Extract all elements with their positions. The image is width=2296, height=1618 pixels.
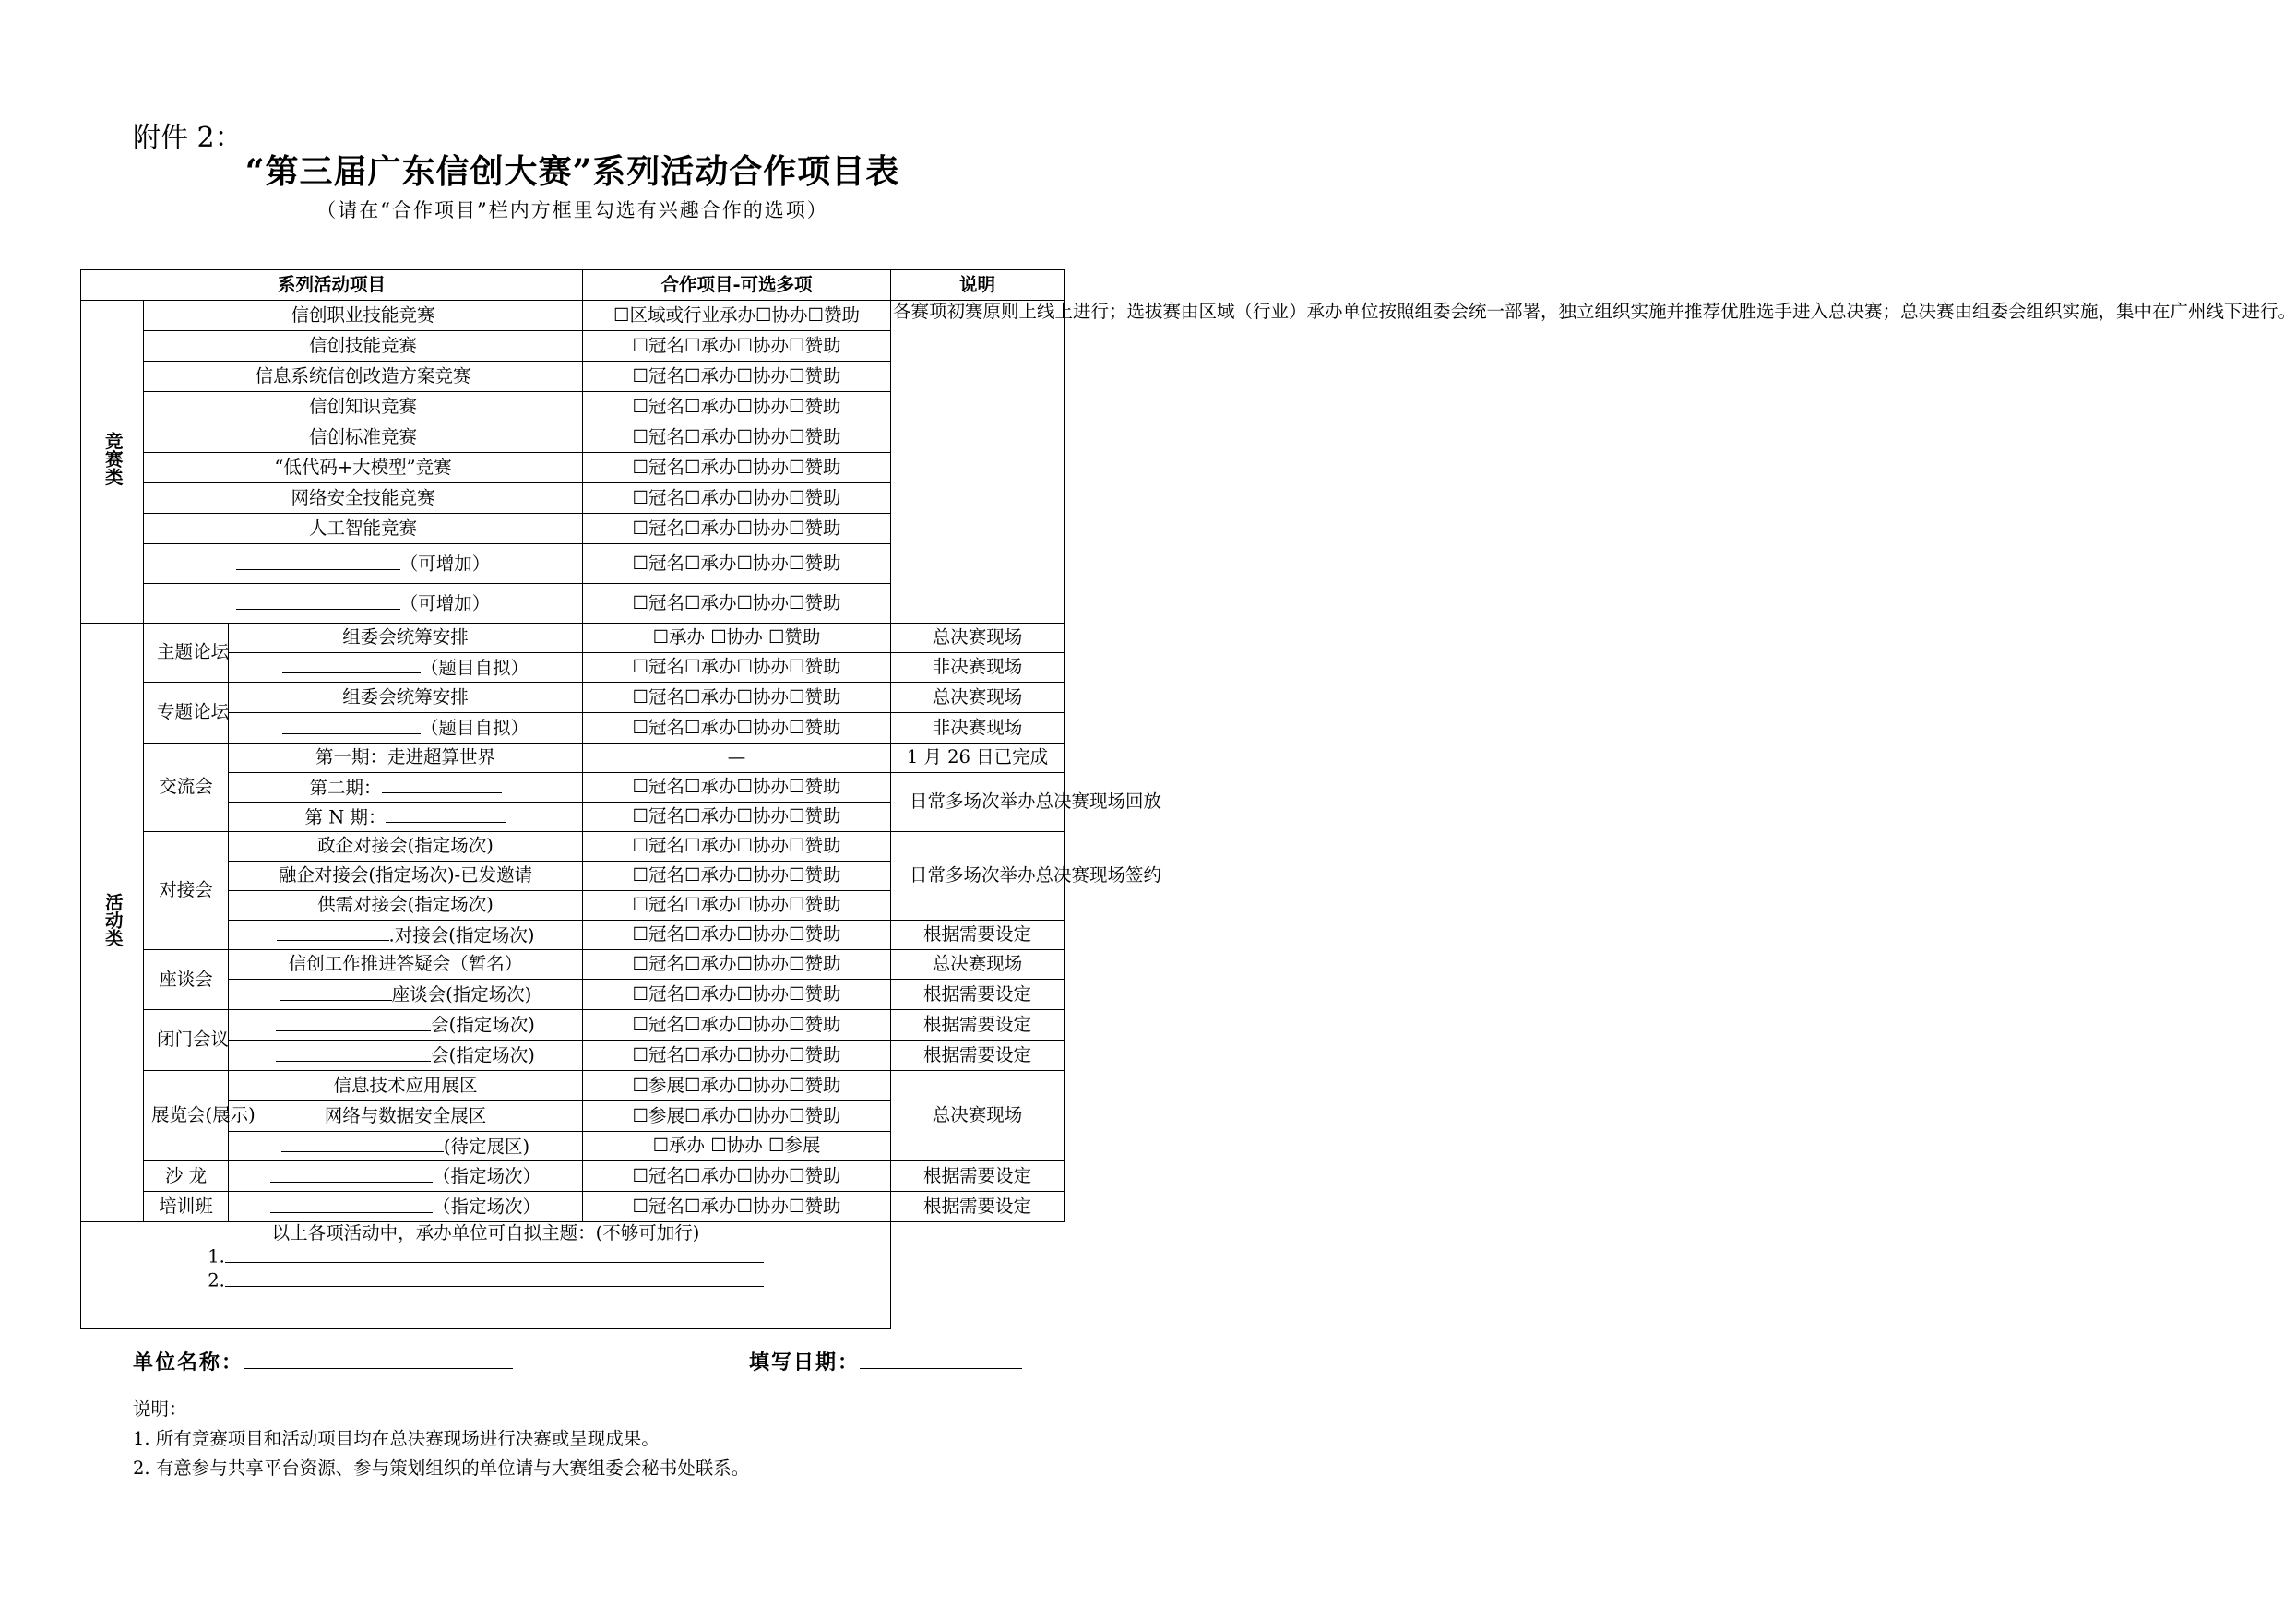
fill-blank[interactable] [236, 591, 400, 610]
exchange-row-coop: — [583, 744, 891, 773]
group-expo: 展览会(展示) [144, 1071, 229, 1161]
competition-row-label: 人工智能竞赛 [144, 514, 583, 544]
category-competition: 竞赛类 [81, 301, 144, 624]
header-note: 说明 [891, 270, 1065, 301]
special-forum-row-note: 总决赛现场 [891, 683, 1065, 713]
matchmaking-note: 日常多场次举办总决赛现场签约 [891, 832, 1065, 921]
competition-row-coop[interactable]: ☐冠名☐承办☐协办☐赞助 [583, 392, 891, 422]
fill-blank[interactable] [382, 776, 502, 794]
competition-row-label: 信创职业技能竞赛 [144, 301, 583, 331]
competition-row-coop[interactable]: ☐冠名☐承办☐协办☐赞助 [583, 331, 891, 362]
salon-row-label: （指定场次） [229, 1161, 583, 1192]
competition-row-coop[interactable]: ☐冠名☐承办☐协办☐赞助 [583, 544, 891, 584]
fill-blank[interactable] [270, 1164, 433, 1183]
fill-date-label: 填写日期： [749, 1350, 861, 1375]
expo-row-label: 信息技术应用展区 [229, 1071, 583, 1101]
competition-row-label: 信创标准竞赛 [144, 422, 583, 453]
matchmaking-row-label: 融企对接会(指定场次)-已发邀请 [229, 862, 583, 891]
fill-date-field [749, 1347, 1022, 1375]
notes-heading: 说明： [133, 1398, 187, 1420]
matchmaking-row-label: .对接会(指定场次) [229, 921, 583, 950]
main-forum-row-note: 非决赛现场 [891, 653, 1065, 683]
group-training: 培训班 [144, 1192, 229, 1222]
competition-row-coop[interactable]: ☐冠名☐承办☐协办☐赞助 [583, 584, 891, 624]
exchange-row-label: 第一期：走进超算世界 [229, 744, 583, 773]
matchmaking-row-coop[interactable]: ☐冠名☐承办☐协办☐赞助 [583, 832, 891, 862]
competition-row-label: （可增加） [144, 584, 583, 624]
competition-row-label: 信创技能竞赛 [144, 331, 583, 362]
note-item: 1. 所有竞赛项目和活动项目均在总决赛现场进行决赛或呈现成果。 [133, 1428, 660, 1449]
competition-row-label: “低代码+大模型”竞赛 [144, 453, 583, 483]
group-main-forum: 主题论坛 [144, 624, 229, 683]
matchmaking-row-note: 根据需要设定 [891, 921, 1065, 950]
note-item: 2. 有意参与共享平台资源、参与策划组织的单位请与大赛组委会秘书处联系。 [133, 1457, 750, 1479]
closed-row-label: 会(指定场次) [229, 1010, 583, 1041]
competition-row-coop[interactable]: ☐冠名☐承办☐协办☐赞助 [583, 422, 891, 453]
special-forum-row-coop[interactable]: ☐冠名☐承办☐协办☐赞助 [583, 683, 891, 713]
group-closed-meeting: 闭门会议 [144, 1010, 229, 1071]
expo-note: 总决赛现场 [891, 1071, 1065, 1161]
expo-row-label: (待定展区) [229, 1132, 583, 1161]
seminar-row-coop[interactable]: ☐冠名☐承办☐协办☐赞助 [583, 980, 891, 1010]
special-forum-row-label: 组委会统筹安排 [229, 683, 583, 713]
notes-section [133, 1395, 749, 1483]
expo-row-coop[interactable]: ☐参展☐承办☐协办☐赞助 [583, 1071, 891, 1101]
main-forum-row-label: 组委会统筹安排 [229, 624, 583, 653]
matchmaking-row-label: 供需对接会(指定场次) [229, 891, 583, 921]
seminar-row-note: 总决赛现场 [891, 950, 1065, 980]
fill-blank[interactable] [225, 1268, 764, 1287]
expo-row-label: 网络与数据安全展区 [229, 1101, 583, 1132]
fill-blank[interactable] [276, 1043, 431, 1062]
seminar-row-coop[interactable]: ☐冠名☐承办☐协办☐赞助 [583, 950, 891, 980]
closed-row-label: 会(指定场次) [229, 1041, 583, 1071]
main-forum-row-note: 总决赛现场 [891, 624, 1065, 653]
fill-blank[interactable] [225, 1244, 764, 1263]
group-exchange: 交流会 [144, 744, 229, 832]
custom-topic-line: 1. [83, 1244, 888, 1268]
header-cooperation: 合作项目-可选多项 [583, 270, 891, 301]
exchange-row-coop[interactable]: ☐冠名☐承办☐协办☐赞助 [583, 773, 891, 803]
fill-blank[interactable] [282, 716, 421, 734]
salon-row-note: 根据需要设定 [891, 1161, 1065, 1192]
main-forum-row-coop[interactable]: ☐承办 ☐协办 ☐赞助 [583, 624, 891, 653]
salon-row-coop[interactable]: ☐冠名☐承办☐协办☐赞助 [583, 1161, 891, 1192]
fill-date-blank[interactable] [860, 1347, 1022, 1369]
group-matchmaking: 对接会 [144, 832, 229, 950]
custom-topics-intro: 以上各项活动中，承办单位可自拟主题：(不够可加行) [271, 1222, 700, 1243]
group-seminar: 座谈会 [144, 950, 229, 1010]
unit-name-label: 单位名称： [133, 1350, 244, 1375]
competition-note: 各赛项初赛原则上线上进行；选拔赛由区域（行业）承办单位按照组委会统一部署，独立组织实施并推荐优胜选手进入总决赛；总决赛由组委会组织实施，集中在广州线下进行。 [891, 301, 1065, 624]
competition-row-label: 信息系统信创改造方案竞赛 [144, 362, 583, 392]
competition-row-coop[interactable]: ☐冠名☐承办☐协办☐赞助 [583, 483, 891, 514]
expo-row-coop[interactable]: ☐参展☐承办☐协办☐赞助 [583, 1101, 891, 1132]
closed-row-note: 根据需要设定 [891, 1010, 1065, 1041]
special-forum-row-label: （题目自拟） [229, 713, 583, 744]
main-forum-row-coop[interactable]: ☐冠名☐承办☐协办☐赞助 [583, 653, 891, 683]
header-project: 系列活动项目 [81, 270, 583, 301]
attachment-label: 附件 2： [133, 122, 243, 154]
matchmaking-row-label: 政企对接会(指定场次) [229, 832, 583, 862]
matchmaking-row-coop[interactable]: ☐冠名☐承办☐协办☐赞助 [583, 891, 891, 921]
exchange-row-label: 第二期： [229, 773, 583, 803]
training-row-label: （指定场次） [229, 1192, 583, 1222]
competition-row-coop[interactable]: ☐冠名☐承办☐协办☐赞助 [583, 453, 891, 483]
fill-blank[interactable] [270, 1195, 433, 1213]
matchmaking-row-coop[interactable]: ☐冠名☐承办☐协办☐赞助 [583, 921, 891, 950]
group-special-forum: 专题论坛 [144, 683, 229, 744]
fill-blank[interactable] [386, 805, 506, 824]
fill-blank[interactable] [282, 656, 421, 674]
training-row-coop[interactable]: ☐冠名☐承办☐协办☐赞助 [583, 1192, 891, 1222]
cooperation-table [80, 269, 2296, 1329]
matchmaking-row-coop[interactable]: ☐冠名☐承办☐协办☐赞助 [583, 862, 891, 891]
closed-row-coop[interactable]: ☐冠名☐承办☐协办☐赞助 [583, 1041, 891, 1071]
competition-row-coop[interactable]: ☐区域或行业承办☐协办☐赞助 [583, 301, 891, 331]
fill-blank[interactable] [280, 982, 392, 1001]
exchange-row-label: 第 N 期： [229, 803, 583, 832]
group-salon: 沙 龙 [144, 1161, 229, 1192]
fill-blank[interactable] [276, 1013, 431, 1031]
special-forum-row-coop[interactable]: ☐冠名☐承办☐协办☐赞助 [583, 713, 891, 744]
seminar-row-label: 信创工作推进答疑会（暂名） [229, 950, 583, 980]
seminar-row-note: 根据需要设定 [891, 980, 1065, 1010]
competition-row-label: 网络安全技能竞赛 [144, 483, 583, 514]
competition-row-coop[interactable]: ☐冠名☐承办☐协办☐赞助 [583, 362, 891, 392]
closed-row-note: 根据需要设定 [891, 1041, 1065, 1071]
fill-blank[interactable] [236, 552, 400, 570]
main-forum-row-label: （题目自拟） [229, 653, 583, 683]
special-forum-row-note: 非决赛现场 [891, 713, 1065, 744]
closed-row-coop[interactable]: ☐冠名☐承办☐协办☐赞助 [583, 1010, 891, 1041]
page-subtitle: （请在“合作项目”栏内方框里勾选有兴趣合作的选项） [316, 199, 828, 221]
page-title: “第三届广东信创大赛”系列活动合作项目表 [244, 152, 900, 191]
unit-name-field [133, 1347, 513, 1375]
exchange-row-coop[interactable]: ☐冠名☐承办☐协办☐赞助 [583, 803, 891, 832]
competition-row-label: 信创知识竞赛 [144, 392, 583, 422]
competition-row-coop[interactable]: ☐冠名☐承办☐协办☐赞助 [583, 514, 891, 544]
exchange-note: 日常多场次举办总决赛现场回放 [891, 773, 1065, 832]
expo-row-coop[interactable]: ☐承办 ☐协办 ☐参展 [583, 1132, 891, 1161]
fill-blank[interactable] [281, 1135, 444, 1153]
seminar-row-label: 座谈会(指定场次) [229, 980, 583, 1010]
competition-row-label: （可增加） [144, 544, 583, 584]
custom-topic-line: 2. [83, 1268, 888, 1292]
training-row-note: 根据需要设定 [891, 1192, 1065, 1222]
custom-topics [81, 1222, 891, 1329]
exchange-row-note: 1 月 26 日已完成 [891, 744, 1065, 773]
fill-blank[interactable] [277, 923, 389, 942]
category-activity: 活动类 [81, 624, 144, 1222]
unit-name-blank[interactable] [244, 1347, 513, 1369]
